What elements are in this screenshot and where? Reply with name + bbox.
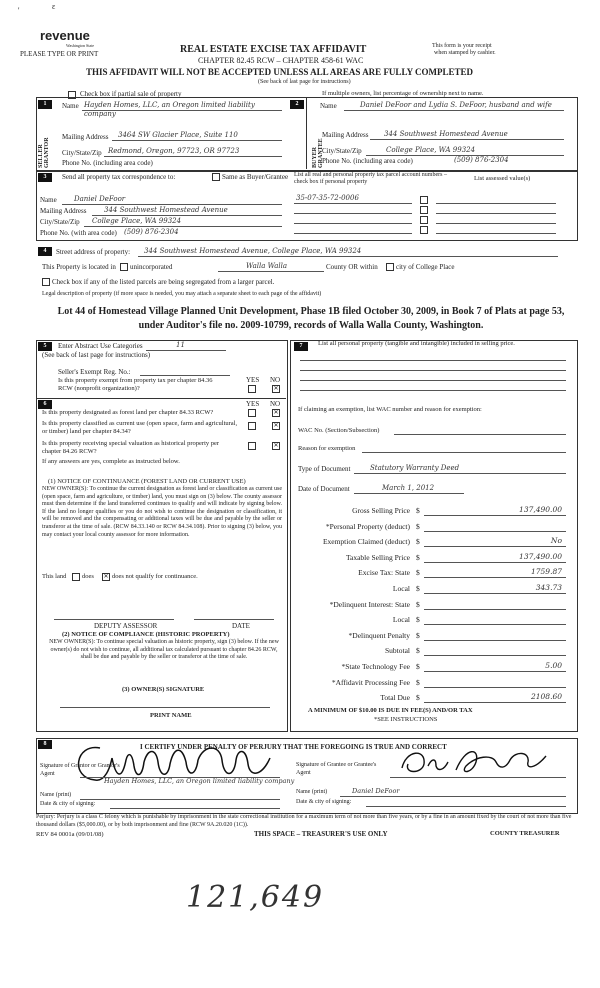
- same-as-buyer-label: Same as Buyer/Grantee: [222, 173, 289, 181]
- revision-number: REV 84 0001a (09/01/08): [36, 831, 104, 838]
- historic-yes-checkbox[interactable]: [248, 442, 256, 450]
- section-6-number: 6: [38, 400, 52, 409]
- pp-line-1: [300, 360, 566, 361]
- section-6-divider: [36, 398, 286, 399]
- deputy-line: [54, 619, 174, 620]
- tax-row-dollar: $: [416, 522, 420, 531]
- section-2-number: 2: [290, 100, 304, 109]
- tax-row-line: [424, 702, 566, 703]
- grantee-print-name[interactable]: Daniel DeFoor: [352, 787, 400, 795]
- tax-row-value[interactable]: 5.00: [545, 661, 562, 670]
- county-line: [218, 271, 324, 272]
- handwritten-number: 121,649: [186, 880, 325, 915]
- section-3-number: 3: [38, 173, 52, 182]
- grantee-name-line: [340, 796, 566, 797]
- grantee-date-label: Date & city of signing:: [296, 799, 352, 805]
- legal-description[interactable]: Lot 44 of Homestead Village Planned Unit Development, Phase 1B filed October 30, 2009, in Book 7 of Plats at page 53, under Auditor's file no. 2009-10799, records of Walla Walla County, Washington.: [57, 306, 565, 331]
- tax-row-dollar: $: [416, 506, 420, 515]
- seller-name-line: [82, 110, 282, 111]
- minimum-fee-note: A MINIMUM OF $10.00 IS DUE IN FEE(S) AND/OR TAX: [308, 707, 473, 714]
- corr-phone[interactable]: (509) 876-2304: [124, 228, 179, 236]
- corr-name[interactable]: Daniel DeFoor: [74, 195, 126, 203]
- this-land-label: This land: [42, 573, 67, 580]
- parcel-line-4: [294, 233, 412, 234]
- street-label: Street address of property:: [56, 248, 131, 256]
- buyer-mailing-line: [370, 139, 564, 140]
- assessed-line-4: [436, 233, 556, 234]
- tax-row-label: Local: [392, 615, 410, 624]
- section-5-see-back: (See back of last page for instructions): [42, 351, 151, 359]
- tax-row-value[interactable]: 2108.60: [530, 692, 562, 701]
- tax-row-value[interactable]: 137,490.00: [519, 552, 562, 561]
- tax-row-label: Total Due: [380, 693, 410, 702]
- doc-type-line: [354, 473, 566, 474]
- corr-phone-label: Phone No. (with area code): [40, 229, 117, 237]
- doc-type-label: Type of Document: [298, 465, 351, 473]
- form-chapter: CHAPTER 82.45 RCW – CHAPTER 458-61 WAC: [198, 56, 364, 65]
- form-warning: THIS AFFIDAVIT WILL NOT BE ACCEPTED UNLESS ALL AREAS ARE FULLY COMPLETED: [86, 67, 474, 77]
- historic-no-checkbox[interactable]: ✕: [273, 443, 279, 449]
- logo-subtitle: Washington State: [66, 43, 95, 48]
- deputy-date-label: DATE: [232, 622, 250, 630]
- tax-row-label: Subtotal: [384, 646, 410, 655]
- parcel-line-3: [294, 223, 412, 224]
- tax-row-label: Local: [392, 584, 410, 593]
- tax-row-dollar: $: [416, 584, 420, 593]
- doc-type[interactable]: Statutory Warranty Deed: [370, 464, 460, 472]
- forest-question: Is this property designated as forest land per chapter 84.33 RCW?: [42, 409, 214, 416]
- tax-row-label: Taxable Selling Price: [345, 553, 410, 562]
- section-5-number: 5: [38, 342, 52, 351]
- tax-row-dollar: $: [416, 537, 420, 546]
- current-use-yes-checkbox[interactable]: [248, 422, 256, 430]
- certify-statement: I CERTIFY UNDER PENALTY OF PERJURY THAT THE FOREGOING IS TRUE AND CORRECT: [140, 743, 447, 751]
- forest-no-checkbox[interactable]: ✕: [273, 410, 279, 416]
- corr-name-label: Name: [40, 196, 57, 204]
- corr-mailing[interactable]: 344 Southwest Homestead Avenue: [104, 206, 228, 214]
- owner-signature-line: [60, 707, 270, 708]
- same-as-buyer-checkbox[interactable]: [212, 173, 220, 181]
- tax-row-line: [424, 655, 566, 656]
- unincorporated-checkbox[interactable]: [120, 263, 128, 271]
- tax-row-dollar: $: [416, 615, 420, 624]
- buyer-name-label: Name: [320, 102, 337, 110]
- abstract-use-value[interactable]: 11: [176, 341, 185, 349]
- assessed-line-1: [436, 203, 556, 204]
- tax-row-line: [424, 624, 566, 625]
- seller-mailing[interactable]: 3464 SW Glacier Place, Suite 110: [118, 131, 238, 139]
- personal-property-checkbox-2[interactable]: [420, 206, 428, 214]
- county-label: County OR within: [326, 263, 378, 271]
- parcel-number[interactable]: 35-07-35-72-0006: [296, 194, 359, 202]
- tax-row-label: *Delinquent Penalty: [348, 631, 410, 640]
- notice-1-text: NEW OWNER(S): To continue the current designation as forest land or classification as current use (open space, farm and agriculture, or timber) land, you must sign on (3) below. The county assessor must then determine if the land transferred continues to qualify and will indicate by signing below. If the land no longer qualifies or you do not wish to continue the designation or classification, it will be removed and the compensating or additional taxes will be due and payable by the seller or transferor at the time of sale. (RCW 84.33.140 or RCW 84.34.108). Prior to signing (3) below, you may contact your local county assessor for more information.: [42, 486, 282, 538]
- tax-row-label: Gross Selling Price: [352, 506, 410, 515]
- buyer-phone-label: Phone No. (including area code): [322, 157, 413, 165]
- grantee-signature: [396, 744, 556, 778]
- grantor-date-line: [110, 808, 280, 809]
- tax-row-label: *State Technology Fee: [341, 662, 410, 671]
- mark-top2: ɛ: [52, 2, 56, 11]
- abstract-use-line: [146, 350, 226, 351]
- tax-row-value[interactable]: No: [550, 536, 562, 545]
- section-8-number: 8: [38, 740, 52, 749]
- street-line: [138, 256, 558, 257]
- tax-row-dollar: $: [416, 553, 420, 562]
- tax-row-value[interactable]: 343.73: [535, 583, 562, 592]
- corr-city[interactable]: College Place, WA 99324: [92, 217, 182, 225]
- exempt-question: Is this property exempt from property tax per chapter 84.36 RCW (nonprofit organization)?: [58, 377, 213, 392]
- grantee-signature-label: Signature of Grantee or Grantee's Agent: [296, 762, 377, 776]
- section-1-2-divider: [306, 97, 307, 169]
- buyer-city[interactable]: College Place, WA 99324: [386, 146, 476, 154]
- exempt-yes-checkbox[interactable]: [248, 385, 256, 393]
- see-back-note: (See back of last page for instructions): [258, 79, 351, 85]
- current-use-question: Is this property classified as current use (open space, farm and agricultural, or timber) land per chapter 84.34?: [42, 420, 238, 435]
- county-name[interactable]: Walla Walla: [246, 262, 288, 270]
- parcel-line-2: [294, 213, 412, 214]
- buyer-mailing-label: Mailing Address: [322, 131, 369, 139]
- perjury-statement: Perjury: Perjury is a class C felony which is punishable by imprisonment in the state correctional institution for a maximum term of not more than five years, or by a fine in an amount fixed by the court of not more than five thousand dollars ($5,000.00), or by both imprisonment and fine (RCW 9A.20.020 (1C)).: [36, 814, 572, 828]
- no-header-5: NO: [270, 376, 281, 384]
- personal-property-label: List all personal property (tangible and intangible) included in selling price.: [318, 340, 515, 347]
- personal-property-checkbox-4[interactable]: [420, 226, 428, 234]
- seller-city[interactable]: Redmond, Oregon, 97723, OR 97723: [108, 147, 240, 155]
- see-instructions: *SEE INSTRUCTIONS: [374, 716, 438, 723]
- current-use-no-checkbox[interactable]: ✕: [273, 423, 279, 429]
- if-any-yes: If any answers are yes, complete as instructed below.: [42, 458, 180, 465]
- exempt-reg-line: [140, 375, 230, 376]
- form-title: REAL ESTATE EXCISE TAX AFFIDAVIT: [180, 44, 367, 55]
- tax-row-label: *Delinquent Interest: State: [329, 600, 410, 609]
- grantor-name-line: [80, 799, 280, 800]
- print-name-label: PRINT NAME: [150, 712, 192, 719]
- county-treasurer: COUNTY TREASURER: [490, 830, 560, 837]
- mark-top: ': [18, 6, 20, 15]
- pp-line-3: [300, 380, 566, 381]
- tax-row-value[interactable]: 1759.87: [530, 567, 562, 576]
- corr-city-label: City/State/Zip: [40, 218, 80, 226]
- buyer-name-line: [344, 110, 564, 111]
- exempt-reg-label: Seller's Exempt Reg. No.:: [58, 368, 131, 376]
- corr-mailing-line: [92, 215, 282, 216]
- notice-2-title: (2) NOTICE OF COMPLIANCE (HISTORIC PROPERTY): [62, 631, 230, 638]
- tax-row-line: [424, 515, 566, 516]
- tax-row-dollar: $: [416, 600, 420, 609]
- exempt-no-checkbox[interactable]: ✕: [273, 386, 279, 392]
- section-7-number: 7: [294, 342, 308, 351]
- tax-row-label: *Affidavit Processing Fee: [331, 678, 410, 687]
- reason-line: [362, 452, 566, 453]
- street-address[interactable]: 344 Southwest Homestead Avenue, College Place, WA 99324: [144, 247, 362, 255]
- tax-row-line: [424, 531, 566, 532]
- corr-name-line: [62, 204, 282, 205]
- corr-mailing-label: Mailing Address: [40, 207, 87, 215]
- doc-date-line: [354, 493, 464, 494]
- yes-header-5: YES: [246, 376, 260, 384]
- grantor-date-label: Date & city of signing:: [40, 801, 96, 807]
- deputy-assessor-label: DEPUTY ASSESSOR: [94, 622, 158, 630]
- tax-row-line: [424, 687, 566, 688]
- buyer-grantee-label: BUYER GRANTEE: [312, 138, 324, 168]
- doc-date-label: Date of Document: [298, 485, 350, 493]
- assessed-label: List assessed value(s): [474, 175, 531, 182]
- assessed-line-2: [436, 213, 556, 214]
- tax-row-line: [424, 640, 566, 641]
- notice-1-title: (1) NOTICE OF CONTINUANCE (FOREST LAND OR CURRENT USE): [48, 478, 246, 485]
- pp-line-2: [300, 370, 566, 371]
- forest-yes-checkbox[interactable]: [248, 409, 256, 417]
- tax-row-label: Excise Tax: State: [358, 568, 410, 577]
- multiple-owners-note: If multiple owners, list percentage of ownership next to name.: [322, 90, 484, 97]
- parcel-label: List all real and personal property tax parcel account numbers – check box if personal property: [294, 172, 447, 185]
- historic-question: Is this property receiving special valuation as historical property per chapter 84.26 RCW?: [42, 440, 220, 455]
- tax-correspondence-label: Send all property tax correspondence to:: [62, 173, 176, 181]
- section-4-number: 4: [38, 247, 52, 256]
- treasurer-space: THIS SPACE – TREASURER'S USE ONLY: [254, 830, 388, 838]
- assessed-line-3: [436, 223, 556, 224]
- reason-label: Reason for exemption: [298, 445, 356, 452]
- doc-date[interactable]: March 1, 2012: [382, 484, 435, 492]
- buyer-name[interactable]: Daniel DeFoor and Lydia S. DeFoor, husband and wife: [360, 101, 552, 109]
- seller-mailing-label: Mailing Address: [62, 133, 109, 141]
- tax-row-dollar: $: [416, 662, 420, 671]
- tax-row-line: [424, 609, 566, 610]
- does-not-checkbox[interactable]: ✕: [103, 574, 109, 580]
- partial-sale-label: Check box if partial sale of property: [80, 90, 182, 98]
- tax-row-dollar: $: [416, 631, 420, 640]
- grantee-date-line: [366, 806, 566, 807]
- pp-line-4: [300, 390, 566, 391]
- wac-line: [394, 434, 566, 435]
- tax-row-line: [424, 593, 566, 594]
- corr-city-line: [84, 226, 282, 227]
- seller-mailing-line: [112, 140, 282, 141]
- grantor-name-label: Name (print): [40, 792, 72, 798]
- personal-property-checkbox-1[interactable]: [420, 196, 428, 204]
- legal-note: Legal description of property (if more space is needed, you may attach a separate sheet to each page of the affidavit): [42, 291, 322, 297]
- does-not-label: does not qualify for continuance.: [112, 573, 198, 580]
- tax-row-dollar: $: [416, 568, 420, 577]
- no-header-6: NO: [270, 400, 281, 408]
- yes-header-6: YES: [246, 400, 260, 408]
- seller-name-label: Name: [62, 102, 79, 110]
- tax-row-label: Exemption Claimed (deduct): [322, 537, 410, 546]
- does-label: does: [82, 573, 94, 580]
- tax-row-value[interactable]: 137,490.00: [519, 505, 562, 514]
- wac-label: WAC No. (Section/Subsection): [298, 427, 380, 434]
- revenue-logo: revenue: [40, 28, 90, 43]
- tax-row-dollar: $: [416, 678, 420, 687]
- buyer-city-label: City/State/Zip: [322, 147, 362, 155]
- seller-phone-label: Phone No. (including area code): [62, 159, 153, 167]
- segregated-checkbox[interactable]: [42, 278, 50, 286]
- deputy-date-line: [194, 619, 274, 620]
- tax-row-line: [424, 546, 566, 547]
- abstract-use-label: Enter Abstract Use Categories: [58, 342, 143, 350]
- print-note: PLEASE TYPE OR PRINT: [20, 50, 99, 58]
- located-label: This Property is located in: [42, 263, 116, 271]
- tax-row-dollar: $: [416, 646, 420, 655]
- seller-grantor-label: SELLER GRANTOR: [38, 137, 50, 168]
- seller-city-label: City/State/Zip: [62, 149, 102, 157]
- grantee-name-label: Name (print): [296, 789, 328, 795]
- grantor-print-name[interactable]: Hayden Homes, LLC, an Oregon limited liability company: [104, 777, 295, 785]
- personal-property-checkbox-3[interactable]: [420, 216, 428, 224]
- tax-row-line: [424, 671, 566, 672]
- segregated-label: Check box if any of the listed parcels are being segregated from a larger parcel.: [52, 278, 275, 286]
- parcel-line-1: [294, 203, 412, 204]
- tax-row-dollar: $: [416, 693, 420, 702]
- tax-row-line: [424, 562, 566, 563]
- city-checkbox[interactable]: [386, 263, 394, 271]
- buyer-phone[interactable]: (509) 876-2304: [454, 156, 509, 164]
- unincorporated-label: unincorporated: [130, 263, 173, 271]
- owner-signature-label: (3) OWNER(S) SIGNATURE: [122, 686, 205, 693]
- section-1-number: 1: [38, 100, 52, 109]
- does-checkbox[interactable]: [72, 573, 80, 581]
- tax-row-line: [424, 577, 566, 578]
- city-of-label: city of College Place: [396, 263, 455, 271]
- grantee-signature-line: [390, 777, 566, 778]
- buyer-mailing[interactable]: 344 Southwest Homestead Avenue: [384, 130, 508, 138]
- receipt-note-1: This form is your receipt: [432, 43, 492, 49]
- seller-name[interactable]: Hayden Homes, LLC, an Oregon limited liability company: [84, 101, 255, 118]
- grantor-signature-label: Signature of Grantor or Grantor's Agent: [40, 763, 120, 777]
- exemption-label: If claiming an exemption, list WAC number and reason for exemption:: [298, 406, 482, 413]
- seller-city-line: [104, 156, 282, 157]
- notice-2-text: NEW OWNER(S): To continue special valuation as historic property, sign (3) below. If the new owner(s) do not wish to continue, all additional tax calculated pursuant to chapter 84.26 RCW, shall be due and payable by the seller or transferor at the time of sale.: [49, 639, 279, 661]
- receipt-note-2: when stamped by cashier.: [434, 50, 496, 56]
- tax-row-label: *Personal Property (deduct): [325, 522, 410, 531]
